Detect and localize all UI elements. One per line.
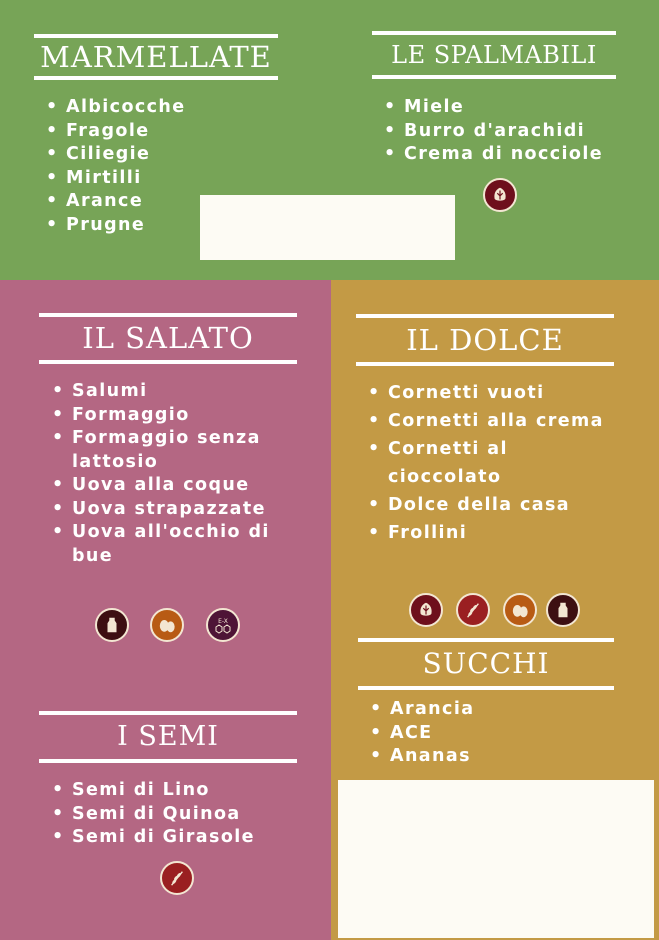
list-item: • Formaggio: [50, 404, 300, 428]
marmellate-heading: MARMELLATE: [34, 34, 278, 80]
salato-heading: IL SALATO: [39, 313, 297, 364]
nuts-icon: [409, 593, 443, 627]
list-item: • Cornetti alla crema: [366, 407, 606, 435]
list-item: • Arancia: [368, 698, 474, 722]
salato-list: [50, 380, 300, 568]
lactose-free-icon: [206, 608, 240, 642]
nuts-icon: [483, 178, 517, 212]
list-item: • ACE: [368, 722, 474, 746]
list-item: • Uova strapazzate: [50, 498, 300, 522]
list-item: • Burro d'arachidi: [382, 120, 603, 144]
succhi-list: [368, 698, 474, 769]
lactose-free-icon-text: E-X: [218, 618, 228, 625]
list-item: • Uova alla coque: [50, 474, 300, 498]
blank-area-top: [200, 195, 455, 260]
list-item: • Crema di nocciole: [382, 143, 603, 167]
eggs-icon: [503, 593, 537, 627]
list-item: • Uova all'occhio di bue: [50, 521, 300, 568]
list-item: • Frollini: [366, 519, 606, 547]
milk-icon: [546, 593, 580, 627]
marmellate-list: [44, 96, 186, 237]
list-item: • Semi di Girasole: [50, 826, 255, 850]
succhi-heading: SUCCHI: [358, 638, 614, 690]
list-item: • Semi di Lino: [50, 779, 255, 803]
list-item: • Semi di Quinoa: [50, 803, 255, 827]
blank-area-bottom: [338, 780, 654, 938]
list-item: • Ananas: [368, 745, 474, 769]
list-item: • Formaggio senza lattosio: [50, 427, 300, 474]
list-item: • Cornetti vuoti: [366, 379, 606, 407]
list-item: • Cornetti al cioccolato: [366, 435, 606, 491]
gluten-icon: [456, 593, 490, 627]
spalmabili-list: [382, 96, 603, 167]
milk-icon: [95, 608, 129, 642]
list-item: • Fragole: [44, 120, 186, 144]
list-item: • Ciliegie: [44, 143, 186, 167]
list-item: • Prugne: [44, 214, 186, 238]
list-item: • Albicocche: [44, 96, 186, 120]
semi-list: [50, 779, 255, 850]
dolce-list: [366, 379, 606, 547]
eggs-icon: [150, 608, 184, 642]
spalmabili-heading: LE SPALMABILI: [372, 31, 616, 79]
list-item: • Arance: [44, 190, 186, 214]
semi-heading: I SEMI: [39, 711, 297, 763]
list-item: • Dolce della casa: [366, 491, 606, 519]
dolce-heading: IL DOLCE: [356, 314, 614, 366]
gluten-icon: [160, 861, 194, 895]
list-item: • Mirtilli: [44, 167, 186, 191]
list-item: • Salumi: [50, 380, 300, 404]
list-item: • Miele: [382, 96, 603, 120]
